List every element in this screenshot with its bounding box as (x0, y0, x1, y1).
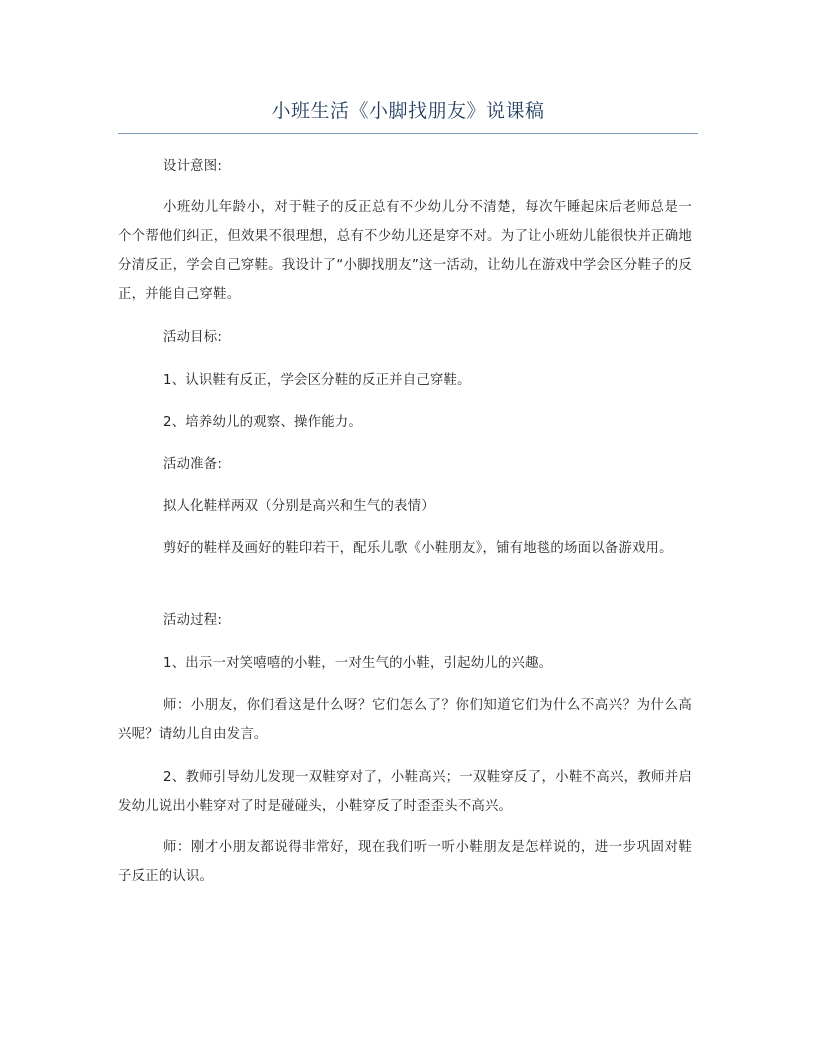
process-step-2: 2、教师引导幼儿发现一双鞋穿对了，小鞋高兴；一双鞋穿反了，小鞋不高兴，教师并启发幼儿说出小鞋穿对了时是碰碰头，小鞋穿反了时歪歪头不高兴。 (118, 770, 692, 814)
paragraph-design-intent: 小班幼儿年龄小，对于鞋子的反正总有不少幼儿分不清楚，每次午睡起床后老师总是一个个帮他们纠正，但效果不很理想，总有不少幼儿还是穿不对。为了让小班幼儿能很快并正确地分清反正，学会自己穿鞋。我设计了“小脚找朋友”这一活动，让幼儿在游戏中学会区分鞋子的反正，并能自己穿鞋。 (118, 200, 692, 302)
heading-activity-goals: 活动目标: (163, 330, 223, 345)
heading-activity-preparation: 活动准备: (163, 457, 223, 472)
goal-item-2: 2、培养幼儿的观察、操作能力。 (163, 415, 362, 430)
title-divider (118, 133, 698, 134)
preparation-item-1: 拟人化鞋样两双（分别是高兴和生气的表情） (163, 499, 435, 514)
heading-activity-process: 活动过程: (163, 613, 223, 628)
preparation-item-2: 剪好的鞋样及画好的鞋印若干，配乐儿歌《小鞋朋友》，铺有地毯的场面以备游戏用。 (163, 541, 673, 556)
goal-item-1: 1、认识鞋有反正，学会区分鞋的反正并自己穿鞋。 (163, 373, 471, 388)
process-step-1: 1、出示一对笑嘻嘻的小鞋，一对生气的小鞋，引起幼儿的兴趣。 (163, 656, 553, 671)
teacher-dialogue-2: 师：刚才小朋友都说得非常好，现在我们听一听小鞋朋友是怎样说的，进一步巩固对鞋子反正的认识。 (118, 840, 692, 884)
page-title: 小班生活《小脚找朋友》说课稿 (271, 100, 545, 122)
heading-design-intent: 设计意图: (163, 159, 223, 174)
teacher-dialogue-1: 师：小朋友，你们看这是什么呀？它们怎么了？你们知道它们为什么不高兴？为什么高兴呢？请幼儿自由发言。 (118, 698, 692, 742)
